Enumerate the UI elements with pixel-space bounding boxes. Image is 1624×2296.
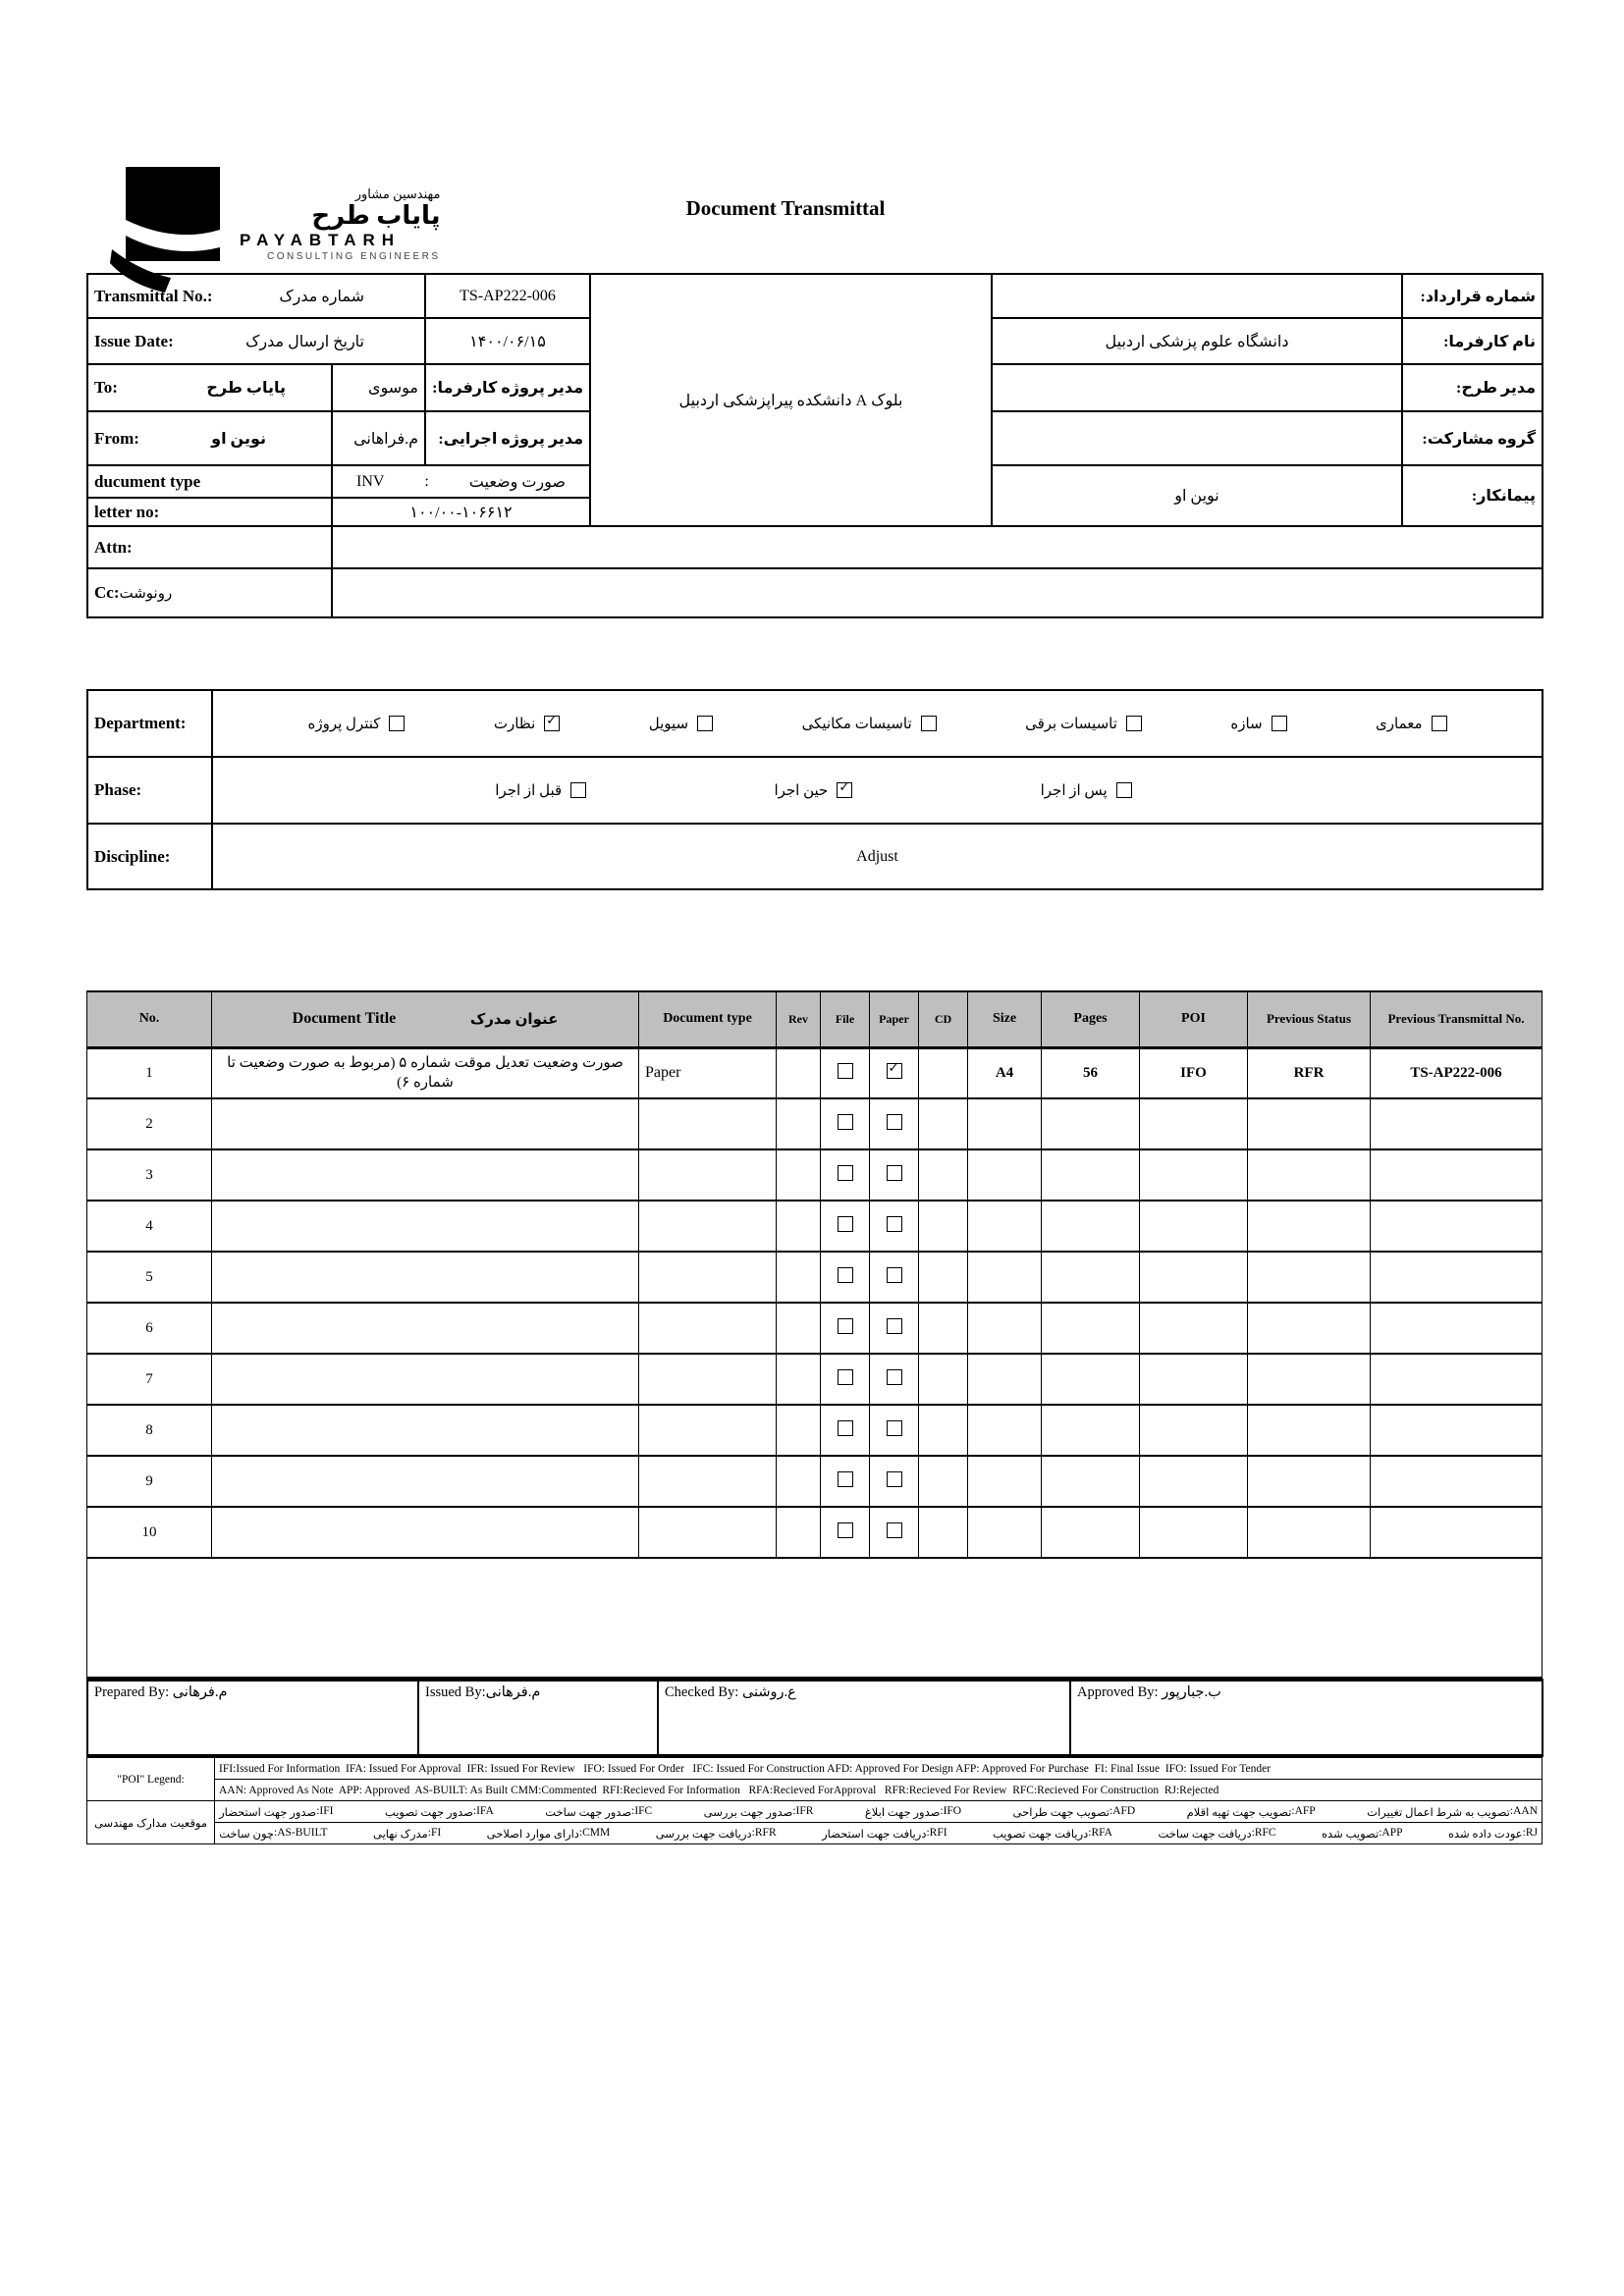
table-row: 1 صورت وضعیت تعدیل موقت شماره ۵ (مربوط به صورت وضعیت تا شماره ۶) Paper ✓ A4 56 IFO RFR TS-AP222-006	[87, 1047, 1543, 1098]
transmittal-no-label-fa: شماره مدرک	[279, 288, 364, 305]
client-label: نام کارفرما:	[1402, 318, 1543, 364]
logo-en-name: PAYABTARH	[240, 231, 402, 250]
poi-legend-fa-row1	[215, 1801, 1543, 1823]
contractor-value: نوین او	[992, 465, 1402, 526]
paper-checkbox[interactable]	[887, 1216, 902, 1232]
transmittal-no-label: Transmittal No.:	[94, 286, 213, 305]
to-person: موسوی	[332, 364, 425, 411]
page-header	[0, 0, 1624, 273]
cc-label-cell	[87, 568, 332, 617]
issue-date-label-cell	[87, 318, 425, 364]
poi-legend-label: "POI" Legend:	[87, 1758, 215, 1801]
to-cell	[87, 364, 332, 411]
poi-legend-en-row2: AAN: Approved As Note APP: Approved AS-BUILT: As Built CMM:Commented RFI:Recieved For Information RFA:Recieved ForApproval RFR:Recieved For Review RFC:Recieved For Construction RJ:Rejected	[215, 1780, 1543, 1801]
issue-date-label-fa: تاریخ ارسال مدرک	[245, 333, 364, 350]
table-row: 8	[87, 1405, 1543, 1456]
cc-label-fa: رونوشت	[119, 586, 173, 602]
logo-en-subtitle: CONSULTING ENGINEERS	[267, 251, 441, 263]
col-header-rev: Rev	[777, 991, 821, 1047]
legend-item: تصویب جهت طراحی : AFD	[1013, 1805, 1136, 1819]
file-checkbox[interactable]	[838, 1318, 853, 1334]
prepared-by-name: م.فرهانی	[172, 1684, 228, 1700]
contract-no-value	[992, 274, 1402, 318]
department-option: تاسیسات برقی	[1025, 715, 1142, 733]
legend-item: دریافت جهت بررسی : RFR	[656, 1827, 777, 1841]
empty-footer-row	[87, 1558, 1543, 1678]
table-row: 7	[87, 1354, 1543, 1405]
legend-item: تصویب جهت تهیه اقلام : AFP	[1187, 1805, 1316, 1819]
legend-item: دریافت جهت استحضار : RFI	[822, 1827, 947, 1841]
department-checkbox[interactable]	[389, 716, 405, 731]
phase-option: حین اجرا ✓	[774, 781, 852, 800]
legend-item: دریافت جهت ساخت : RFC	[1158, 1827, 1275, 1841]
legend-item: صدور جهت بررسی : IFR	[704, 1805, 814, 1819]
project-name: بلوک A دانشکده پیراپزشکی اردبیل	[590, 274, 992, 526]
col-header-cd: CD	[919, 991, 968, 1047]
col-header-pages: Pages	[1042, 991, 1140, 1047]
table-row: 3	[87, 1149, 1543, 1201]
from-person: م.فراهانی	[332, 411, 425, 465]
doctype-value-fa: صورت وضعیت	[468, 473, 566, 491]
approved-by-name: ب.جبارپور	[1162, 1684, 1221, 1700]
legend-item: صدور جهت استحضار : IFI	[219, 1805, 333, 1819]
classification-table	[86, 689, 1543, 890]
file-checkbox[interactable]	[838, 1420, 853, 1436]
company-logo	[110, 159, 441, 299]
paper-checkbox[interactable]	[887, 1267, 902, 1283]
transmittal-no-value: TS-AP222-006	[425, 274, 590, 318]
to-role-label: مدیر پروژه کارفرما:	[425, 364, 590, 411]
file-checkbox[interactable]	[838, 1114, 853, 1130]
col-header-size: Size	[968, 991, 1042, 1047]
legend-item: عودت داده شده : RJ	[1448, 1827, 1538, 1841]
department-option: سیویل	[649, 715, 713, 733]
paper-checkbox[interactable]	[887, 1318, 902, 1334]
attn-value	[332, 526, 1543, 568]
legend-table	[86, 1757, 1543, 1844]
department-option: کنترل پروژه	[308, 715, 406, 733]
table-row: 6	[87, 1303, 1543, 1354]
file-checkbox[interactable]	[838, 1369, 853, 1385]
to-value: پایاب طرح	[206, 380, 286, 397]
prepared-by-cell	[87, 1681, 418, 1756]
department-option: تاسیسات مکانیکی	[802, 715, 937, 733]
file-checkbox[interactable]	[838, 1165, 853, 1181]
doctype-label: ducument type	[87, 465, 332, 498]
col-header-prev-status: Previous Status	[1248, 991, 1371, 1047]
legend-item: صدور جهت ابلاغ : IFO	[865, 1805, 961, 1819]
legend-item: دارای موارد اصلاحی : CMM	[487, 1827, 611, 1841]
doctype-value-cell	[332, 465, 590, 498]
approved-by-cell	[1070, 1681, 1543, 1756]
department-checkbox[interactable]	[1272, 716, 1287, 731]
department-option: معماری	[1376, 715, 1447, 733]
paper-checkbox[interactable]	[887, 1420, 902, 1436]
paper-checkbox[interactable]	[887, 1369, 902, 1385]
paper-checkbox[interactable]	[887, 1063, 902, 1079]
col-header-no: No.	[87, 991, 212, 1047]
payabtarh-logo-icon	[110, 159, 226, 299]
checked-by-label: Checked By:	[665, 1684, 739, 1700]
department-checkbox[interactable]	[544, 716, 560, 731]
phase-checkbox[interactable]	[570, 782, 586, 798]
issue-date-label: Issue Date:	[94, 331, 174, 350]
letterno-value: ۱۰۰/۰۰-۱۰۶۶۱۲	[332, 498, 590, 526]
doctype-value-en: INV	[356, 472, 385, 490]
discipline-label: Discipline:	[87, 824, 212, 889]
department-label: Department:	[87, 690, 212, 757]
paper-checkbox[interactable]	[887, 1114, 902, 1130]
issued-by-cell	[418, 1681, 658, 1756]
client-value: دانشگاه علوم پزشکی اردبیل	[992, 318, 1402, 364]
phase-checkbox[interactable]	[837, 782, 852, 798]
cc-label: Cc:	[94, 583, 120, 602]
table-row: 9	[87, 1456, 1543, 1507]
attn-label: Attn:	[87, 526, 332, 568]
issue-date-value: ۱۴۰۰/۰۶/۱۵	[425, 318, 590, 364]
legend-side-label: موقعیت مدارک مهندسی	[87, 1801, 215, 1844]
jv-label: گروه مشارکت:	[1402, 411, 1543, 465]
table-row: 10	[87, 1507, 1543, 1558]
legend-item: صدور جهت ساخت : IFC	[545, 1805, 652, 1819]
table-row: 2	[87, 1098, 1543, 1149]
phase-options	[212, 757, 1543, 824]
file-checkbox[interactable]	[838, 1267, 853, 1283]
file-checkbox[interactable]	[838, 1063, 853, 1079]
department-checkbox[interactable]	[921, 716, 937, 731]
letterno-label: letter no:	[87, 498, 332, 526]
discipline-value: Adjust	[212, 824, 1543, 889]
table-row: 4	[87, 1201, 1543, 1252]
from-label: From:	[94, 428, 139, 448]
department-checkbox[interactable]	[697, 716, 713, 731]
contract-no-label: شماره قرارداد:	[1402, 274, 1543, 318]
table-header-row	[87, 991, 1543, 1047]
logo-fa-large: پایاب طرح	[311, 201, 441, 230]
phase-option: پس از اجرا	[1041, 781, 1132, 800]
paper-checkbox[interactable]	[887, 1471, 902, 1487]
paper-checkbox[interactable]	[887, 1165, 902, 1181]
checked-by-cell	[658, 1681, 1070, 1756]
pm-label: مدیر طرح:	[1402, 364, 1543, 411]
pm-value	[992, 364, 1402, 411]
cc-value	[332, 568, 1543, 617]
col-header-paper: Paper	[870, 991, 919, 1047]
transmittal-info-table	[86, 273, 1543, 618]
col-header-poi: POI	[1140, 991, 1248, 1047]
legend-item: صدور جهت تصویب : IFA	[385, 1805, 494, 1819]
department-option: سازه	[1230, 715, 1286, 733]
legend-item: تصویب به شرط اعمال تغییرات : AAN	[1367, 1805, 1538, 1819]
phase-option: قبل از اجرا	[495, 781, 586, 800]
department-checkbox[interactable]	[1126, 716, 1142, 731]
phase-label: Phase:	[87, 757, 212, 824]
legend-item: مدرک نهایی : FI	[373, 1827, 441, 1841]
issued-by-label: Issued By:	[425, 1684, 486, 1700]
poi-legend-en-row1: IFI:Issued For Information IFA: Issued For Approval IFR: Issued For Review IFO: Issued For Order IFC: Issued For Construction AFD: Approved For Design AFP: Approved For Purchase FI: Final Issue IFO: Issued For Tender	[215, 1758, 1543, 1780]
logo-fa-small: مهندسین مشاور	[354, 187, 441, 201]
doctype-separator: :	[424, 472, 429, 490]
legend-item: دریافت جهت تصویب : RFA	[993, 1827, 1112, 1841]
legend-item: چون ساخت : AS-BUILT	[219, 1827, 327, 1841]
checked-by-name: ع.روشنی	[741, 1684, 796, 1700]
document-title: صورت وضعیت تعدیل موقت شماره ۵ (مربوط به صورت وضعیت تا شماره ۶)	[212, 1047, 639, 1098]
table-row: 5	[87, 1252, 1543, 1303]
col-header-title: Document Title عنوان مدرک	[212, 991, 639, 1047]
document-list-table	[86, 990, 1543, 1679]
col-header-file: File	[821, 991, 870, 1047]
col-header-type: Document type	[639, 991, 777, 1047]
from-role-label: مدیر پروژه اجرایی:	[425, 411, 590, 465]
issued-by-name: م.فرهانی	[485, 1684, 541, 1700]
poi-legend-fa-row2	[215, 1823, 1543, 1844]
from-value: نوین او	[211, 430, 266, 448]
phase-checkbox[interactable]	[1116, 782, 1132, 798]
from-cell	[87, 411, 332, 465]
file-checkbox[interactable]	[838, 1471, 853, 1487]
col-header-prev-transmittal: Previous Transmittal No.	[1371, 991, 1543, 1047]
file-checkbox[interactable]	[838, 1522, 853, 1538]
page-title: Document Transmittal	[685, 196, 886, 220]
signature-table	[86, 1679, 1543, 1757]
file-checkbox[interactable]	[838, 1216, 853, 1232]
jv-value	[992, 411, 1402, 465]
legend-item: تصویب شده : APP	[1322, 1827, 1403, 1841]
department-options	[212, 690, 1543, 757]
department-option: نظارت ✓	[494, 715, 560, 733]
department-checkbox[interactable]	[1432, 716, 1447, 731]
to-label: To:	[94, 378, 118, 397]
approved-by-label: Approved By:	[1077, 1684, 1159, 1700]
paper-checkbox[interactable]	[887, 1522, 902, 1538]
contractor-label: پیمانکار:	[1402, 465, 1543, 526]
prepared-by-label: Prepared By:	[94, 1684, 170, 1700]
